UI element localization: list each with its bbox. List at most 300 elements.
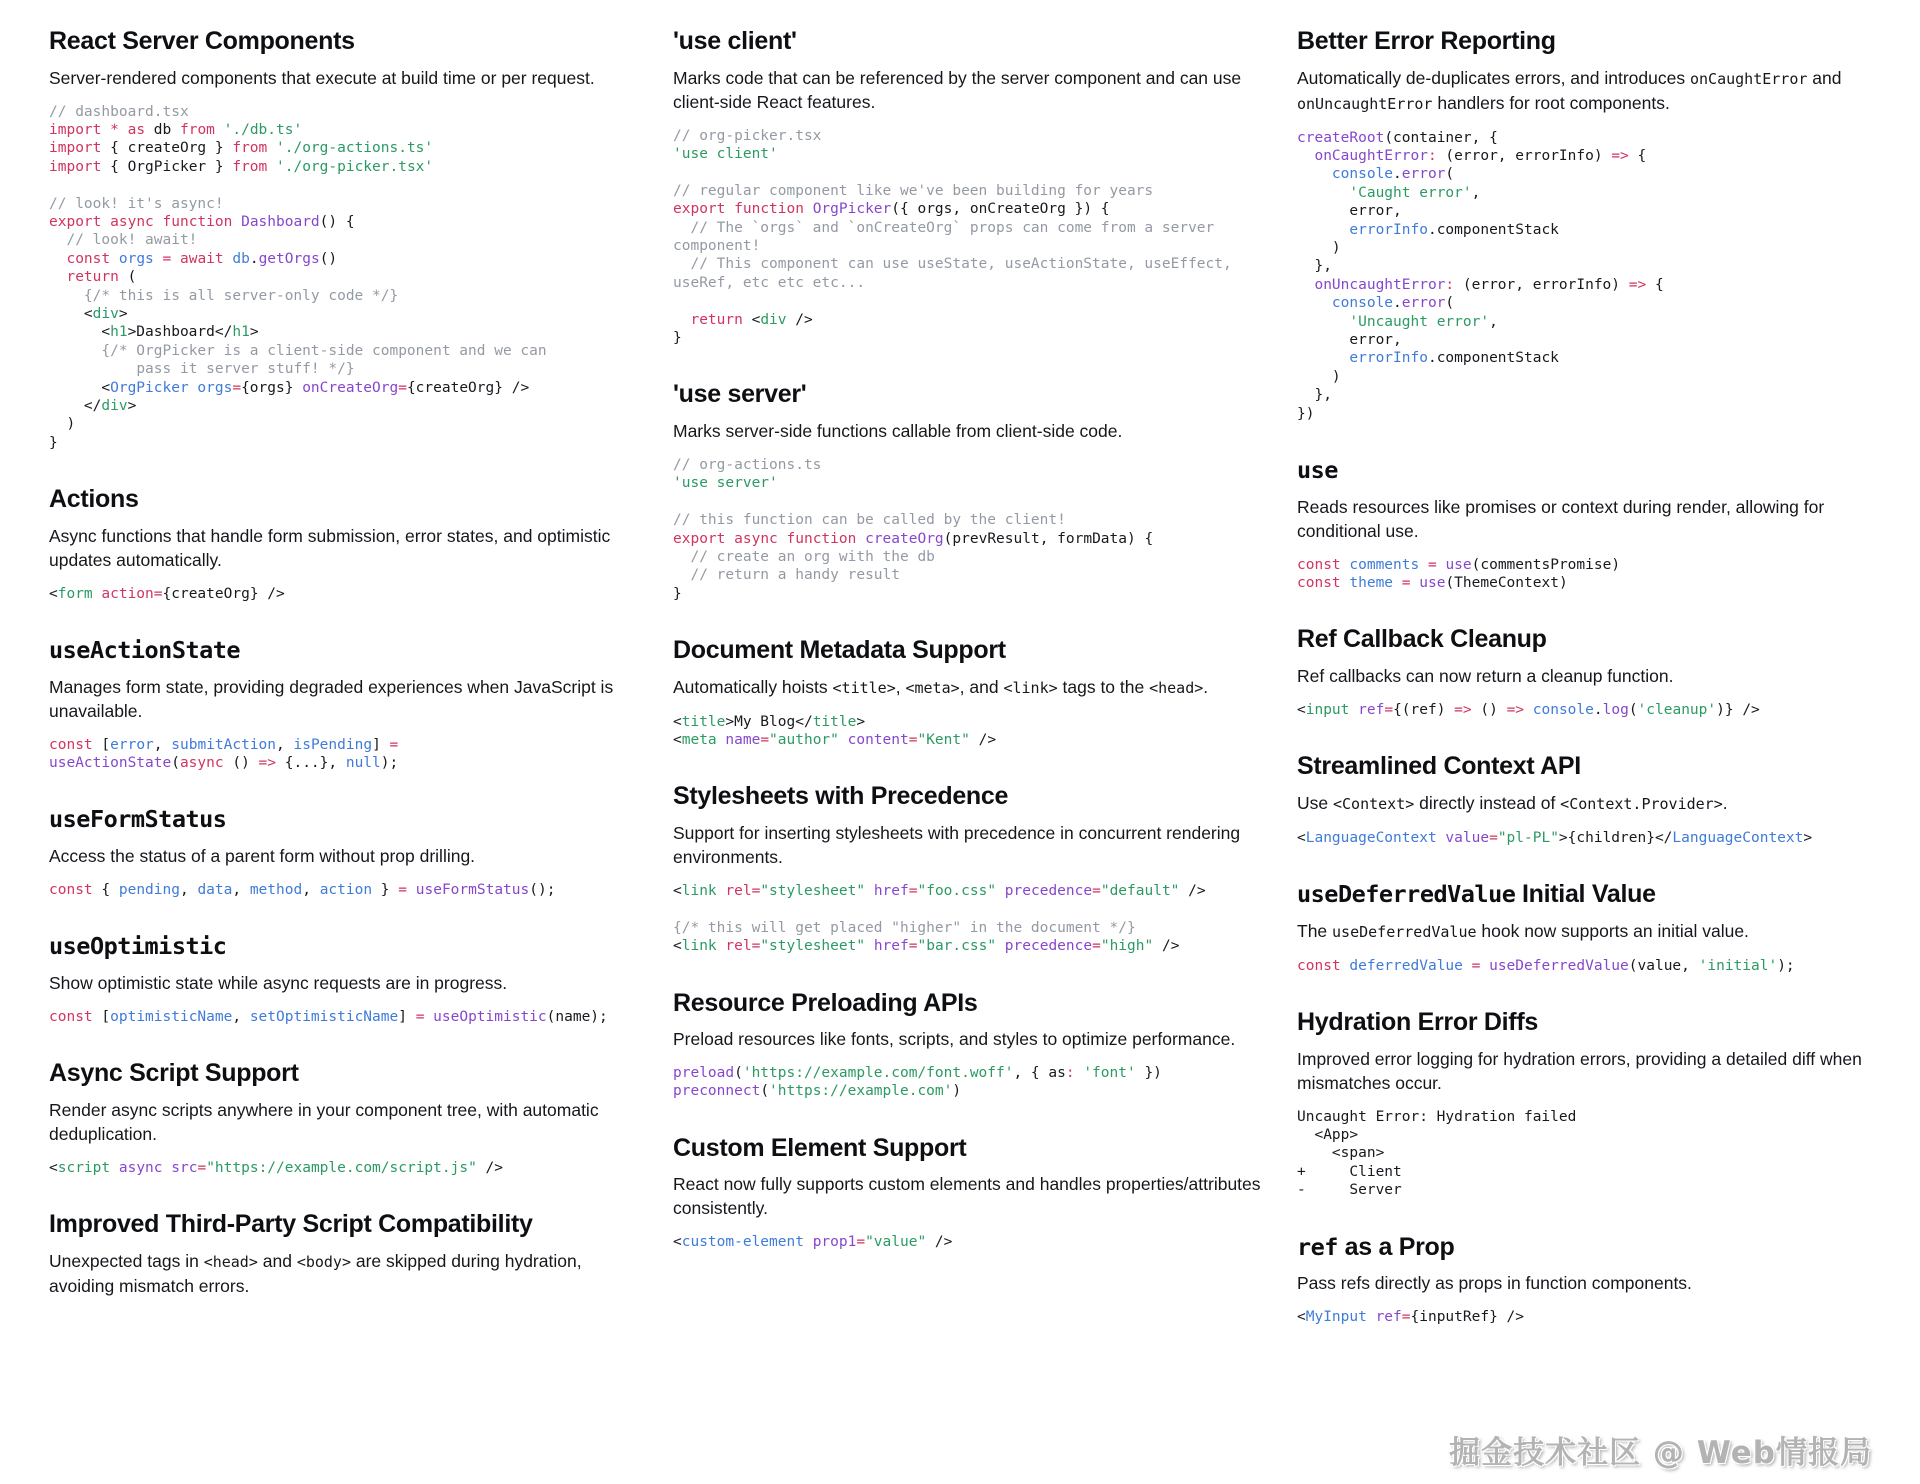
code-token: // return a handy result (690, 567, 900, 584)
code-token (1297, 314, 1349, 330)
code-token: MyInput (1305, 1309, 1367, 1326)
code-token: = (1427, 556, 1437, 573)
code-token: ) (952, 1083, 962, 1100)
code-token (1393, 575, 1402, 591)
code-token: async (118, 1159, 163, 1176)
code-token: - Server (1297, 1182, 1402, 1199)
code-token: => (258, 755, 276, 772)
code-token: ({ orgs, onCreateOrg }) { (891, 201, 1110, 218)
code-token: , { as (1013, 1065, 1066, 1082)
code-token: <span> (1297, 1145, 1385, 1162)
code-token (49, 288, 84, 304)
code-token: : (1427, 147, 1437, 164)
code-token: ) (1297, 368, 1341, 385)
heading-segment: Resource Preloading APIs (673, 988, 978, 1017)
code-block (1297, 1108, 1885, 1200)
code-token (1463, 958, 1472, 974)
code-token: = (398, 881, 408, 898)
code-token: component! (673, 237, 761, 254)
code-token: ( (118, 269, 137, 286)
code-token: ref (1358, 701, 1385, 718)
code-token: [ (92, 736, 111, 753)
section-description (49, 971, 637, 995)
code-token: log (1602, 701, 1629, 718)
code-block (49, 1008, 637, 1026)
code-token: => (1628, 276, 1647, 293)
section-heading (673, 380, 1261, 410)
code-token: onCreateOrg (302, 379, 399, 396)
code-block (673, 713, 1261, 750)
code-token: // look! await! (66, 232, 198, 249)
section-document-metadata-support (673, 636, 1261, 749)
section-hydration-error-diffs (1297, 1008, 1885, 1200)
code-token: ); (1777, 957, 1795, 974)
section-heading (49, 485, 637, 515)
code-token: {(ref) (1393, 701, 1455, 718)
code-token: .componentStack (1427, 350, 1559, 367)
code-token: ( (760, 1083, 770, 1100)
description-segment: , (895, 676, 906, 697)
code-token: /> (969, 732, 997, 749)
code-token: ) (1297, 239, 1341, 256)
code-token: , (276, 736, 294, 753)
code-token: = (1092, 882, 1101, 899)
heading-segment: Ref Callback Cleanup (1297, 625, 1547, 654)
description-segment: <Context.Provider> (1560, 794, 1723, 813)
code-block (1297, 1308, 1885, 1326)
code-token (232, 214, 241, 230)
code-token: } (49, 434, 58, 451)
section-async-script-support (49, 1059, 637, 1177)
code-token: // org-picker.tsx (673, 127, 822, 144)
code-block (49, 736, 637, 773)
section-use-client (673, 27, 1261, 347)
code-token: {createOrg} /> (162, 585, 285, 602)
code-token (1297, 350, 1349, 366)
code-token: (commentsPromise) (1471, 556, 1621, 573)
code-token: return (690, 311, 743, 328)
code-token: preload (673, 1065, 735, 1082)
section-heading (673, 27, 1261, 57)
code-token (154, 214, 163, 230)
code-token: >Dashboard</ (127, 324, 233, 341)
code-token: . (249, 250, 259, 267)
code-token: './org-picker.tsx' (276, 158, 434, 175)
code-token: src (171, 1159, 198, 1176)
code-token: './org-actions.ts' (276, 140, 434, 157)
code-token: (ThemeContext) (1445, 574, 1568, 591)
section-heading (673, 636, 1261, 666)
code-token: (value, (1628, 957, 1699, 974)
column-2 (673, 27, 1261, 1252)
description-segment: Preload resources like fonts, scripts, and styles to optimize performance. (673, 1029, 1236, 1050)
description-segment: The (1297, 920, 1333, 941)
description-segment: Use (1297, 792, 1333, 813)
heading-segment: ref (1297, 1232, 1338, 1261)
description-segment: Render async scripts anywhere in your component tree, with automatic deduplication. (49, 1099, 599, 1144)
code-token: console (1331, 166, 1394, 183)
code-token (996, 938, 1005, 954)
code-token (673, 312, 690, 328)
description-segment: Reads resources like promises or context during render, allowing for conditional use. (1297, 496, 1825, 541)
section-description (673, 675, 1261, 700)
code-token: console (1331, 295, 1394, 312)
code-token: /> (926, 1234, 953, 1251)
code-token: () { (319, 213, 355, 230)
code-token: form (57, 585, 93, 602)
code-token (49, 269, 66, 285)
code-token (1411, 575, 1420, 591)
code-token: 'Uncaught error' (1349, 313, 1490, 330)
description-segment: Show optimistic state while async requests are in progress. (49, 972, 508, 993)
code-token: </ (49, 398, 102, 414)
code-token: "pl-PL" (1497, 829, 1559, 846)
code-token: async (734, 530, 778, 547)
description-segment: handlers for root components. (1432, 92, 1670, 113)
code-token: console (1532, 701, 1594, 718)
code-token: rel (725, 882, 752, 899)
code-token: }) (1135, 1065, 1162, 1082)
code-token: = (908, 938, 918, 955)
code-token (778, 531, 787, 547)
code-token: ] (372, 736, 390, 753)
code-token: /> (476, 1159, 504, 1176)
code-token: {...}, (276, 755, 346, 772)
code-block (49, 1159, 637, 1177)
code-token: const (49, 1008, 93, 1025)
code-token: function (734, 201, 804, 218)
code-token (119, 122, 128, 138)
code-token: . (1393, 295, 1402, 312)
code-token: (); (529, 881, 556, 898)
code-token: "stylesheet" (760, 938, 866, 955)
code-block (1297, 829, 1885, 847)
code-block (673, 882, 1261, 956)
code-token: "Kent" (917, 732, 970, 749)
heading-segment: Streamlined Context API (1297, 752, 1581, 781)
code-token: . (1393, 166, 1402, 183)
code-token: }, (1297, 387, 1332, 404)
code-block (49, 585, 637, 603)
code-token: href (873, 882, 909, 899)
code-token: = (1092, 938, 1101, 955)
code-token: < (1297, 829, 1306, 846)
code-token: onCaughtError (1314, 147, 1428, 164)
code-token: pending (118, 881, 180, 898)
heading-segment: Async Script Support (49, 1059, 299, 1088)
code-token: () (1471, 701, 1507, 718)
code-token: ( (734, 1065, 743, 1082)
section-heading (1297, 1008, 1885, 1038)
description-segment: Async functions that handle form submission, error states, and optimistic updates automatically. (49, 525, 611, 570)
description-segment: Pass refs directly as props in function components. (1297, 1273, 1692, 1294)
code-token: 'cleanup' (1637, 701, 1717, 718)
code-block (673, 1233, 1261, 1251)
code-token (865, 938, 874, 954)
code-token: "author" (769, 732, 839, 749)
code-token: 'font' (1083, 1065, 1136, 1082)
code-token: > (127, 398, 137, 414)
code-token: useActionState (49, 755, 172, 772)
code-token (407, 882, 416, 898)
code-token: OrgPicker (812, 201, 892, 218)
heading-segment: 'use client' (673, 27, 797, 55)
code-token: from (232, 140, 268, 157)
section-ref-as-a-prop (1297, 1233, 1885, 1327)
code-block (673, 127, 1261, 348)
heading-segment: as a Prop (1337, 1232, 1455, 1261)
code-token: custom-element (681, 1234, 804, 1251)
code-token (424, 1009, 433, 1025)
code-token: = (1384, 701, 1394, 718)
code-token (171, 251, 180, 267)
description-segment: useDeferredValue (1332, 922, 1477, 941)
code-token: // look! it's async! (49, 195, 224, 212)
code-token: const (66, 250, 111, 267)
code-token: < (673, 882, 682, 899)
heading-segment: use (1297, 456, 1338, 484)
code-token: < (49, 1159, 58, 1176)
code-token: = (1471, 957, 1481, 974)
code-token: createOrg (865, 530, 944, 547)
description-segment: . (1722, 792, 1728, 813)
code-token: <App> (1297, 1126, 1359, 1143)
code-token: null (345, 755, 381, 772)
code-token: error (1401, 166, 1446, 183)
code-token: link (681, 882, 717, 899)
code-token: , (1489, 313, 1498, 330)
code-token: div (760, 311, 787, 328)
code-token (215, 122, 224, 138)
code-token: => (1506, 701, 1525, 718)
code-token: onUncaughtError (1314, 276, 1446, 293)
code-token: function (786, 530, 857, 547)
description-segment: onUncaughtError (1297, 94, 1433, 113)
section-heading (673, 782, 1261, 812)
code-token: async (110, 213, 154, 230)
code-token: const (1297, 556, 1341, 573)
code-token: import (49, 121, 102, 138)
code-token (804, 1234, 813, 1250)
column-3 (1297, 27, 1885, 1326)
code-token: < (673, 713, 682, 730)
code-token: div (101, 398, 128, 414)
code-token: 'use server' (673, 475, 778, 492)
code-token: 'use client' (673, 145, 778, 162)
description-segment: <link> (1003, 678, 1058, 697)
code-token (101, 214, 110, 230)
column-1 (49, 27, 637, 1311)
code-token (49, 361, 136, 377)
code-token (154, 251, 163, 267)
code-token: // this function can be called by the client! (673, 512, 1066, 529)
description-segment: React now fully supports custom elements and handles properties/​attributes consistently. (673, 1174, 1261, 1219)
code-token: Uncaught Error: Hydration failed (1297, 1108, 1577, 1125)
code-token: import (49, 158, 102, 175)
section-description (1297, 1047, 1885, 1095)
code-token (839, 732, 848, 748)
code-token (267, 140, 276, 156)
code-token: function (162, 213, 233, 230)
code-token: } (673, 329, 682, 346)
code-token: OrgPicker (110, 379, 189, 396)
section-description (1297, 495, 1885, 543)
description-segment: Automatically de-duplicates errors, and introduces (1297, 67, 1690, 88)
code-token: pass it server stuff! */} (136, 361, 355, 378)
code-token: useDeferredValue (1489, 957, 1629, 974)
code-token: < (49, 379, 111, 396)
code-token (1297, 166, 1332, 182)
code-token: = (751, 882, 761, 899)
code-token: { (1646, 276, 1664, 293)
description-segment: and (257, 1250, 297, 1271)
code-token: , (179, 881, 198, 898)
code-token: "high" (1100, 938, 1154, 955)
section-useformstatus (49, 805, 637, 899)
code-token: ) (49, 416, 76, 433)
code-token: return (66, 269, 119, 286)
code-token: error (1401, 295, 1446, 312)
heading-segment: React Server Components (49, 27, 355, 55)
code-token: deferredValue (1349, 957, 1463, 974)
code-token: 'Caught error' (1349, 184, 1472, 201)
code-token (49, 232, 66, 248)
section-heading (49, 1059, 637, 1089)
code-token: (error, errorInfo) (1436, 147, 1612, 164)
code-token: = (1489, 829, 1498, 846)
heading-segment: Actions (49, 485, 139, 514)
code-token: () (319, 250, 338, 267)
code-token: // dashboard.tsx (49, 103, 189, 120)
code-token: < (673, 732, 682, 749)
code-token: precedence (1004, 938, 1093, 955)
code-token: preconnect (673, 1083, 761, 1100)
section-heading (1297, 456, 1885, 486)
code-token: rel (725, 938, 752, 955)
heading-segment: useFormStatus (49, 805, 227, 834)
code-token: content (847, 732, 909, 749)
section-description (673, 1027, 1261, 1051)
description-segment: <body> (296, 1252, 351, 1271)
code-token: value (1445, 829, 1490, 846)
section-resource-preloading-apis (673, 989, 1261, 1101)
code-token: = (415, 1008, 425, 1025)
code-token: "foo.css" (917, 882, 997, 899)
code-block (1297, 701, 1885, 719)
heading-segment: Stylesheets with Precedence (673, 782, 1009, 811)
code-token (1297, 148, 1314, 164)
code-token: ref (1375, 1309, 1402, 1326)
code-token: * (110, 121, 119, 138)
code-token (856, 531, 865, 547)
description-segment: <head> (203, 1252, 258, 1271)
code-token (673, 567, 690, 583)
description-segment: hook now supports an initial value. (1476, 920, 1749, 941)
code-token: , (302, 881, 320, 898)
code-token: method (249, 881, 303, 898)
code-token (804, 201, 813, 217)
code-token: /> (786, 311, 813, 328)
code-token: errorInfo (1349, 221, 1428, 238)
section-heading (1297, 1233, 1885, 1263)
code-token: ( (1628, 701, 1638, 718)
section-custom-element-support (673, 1134, 1261, 1252)
code-token (1480, 958, 1489, 974)
section-description (49, 675, 637, 723)
code-token: // This component can use useState, useActionState, useEffect, (690, 256, 1232, 273)
description-segment: Access the status of a parent form without prop drilling. (49, 845, 476, 866)
code-token: > (1803, 829, 1813, 846)
code-token (865, 883, 874, 899)
section-react-server-components (49, 27, 637, 452)
section-heading (49, 932, 637, 962)
heading-segment: 'use server' (673, 380, 807, 409)
code-token: } (673, 585, 682, 602)
code-token: comments (1349, 556, 1420, 573)
code-token: LanguageContext (1305, 829, 1437, 846)
description-segment: tags to the (1057, 676, 1150, 697)
code-block (1297, 556, 1885, 593)
code-token (1297, 222, 1349, 238)
code-token: < (49, 324, 111, 341)
code-token: .componentStack (1427, 221, 1559, 238)
code-token: = (389, 736, 399, 753)
code-token: errorInfo (1349, 350, 1428, 367)
code-token: use (1445, 556, 1472, 573)
code-token: // org-actions.ts (673, 456, 822, 473)
code-token: orgs (197, 379, 233, 396)
section-description (673, 1172, 1261, 1220)
code-token: {/* OrgPicker is a client-side component and we can (101, 342, 547, 359)
code-token (1297, 295, 1332, 311)
code-token: {/* this will get placed "higher" in the document */} (673, 919, 1136, 936)
code-token: // The `orgs` and `onCreateOrg` props can come from a server (690, 219, 1215, 236)
code-token: = (153, 585, 163, 602)
code-token: const (49, 881, 93, 898)
description-segment: Ref callbacks can now return a cleanup function. (1297, 665, 1674, 686)
code-token: './db.ts' (223, 121, 303, 138)
section-description (49, 66, 637, 90)
code-token: } (372, 881, 399, 898)
code-token (1367, 1309, 1376, 1325)
code-token: "default" (1100, 882, 1180, 899)
code-token (1524, 702, 1533, 718)
section-heading (49, 636, 637, 666)
description-segment: , and (959, 676, 1004, 697)
code-token: "stylesheet" (760, 882, 866, 899)
code-token: { createOrg } (101, 140, 233, 157)
code-token: getOrgs (258, 250, 320, 267)
code-token: 'initial' (1698, 957, 1778, 974)
code-token: error, (1297, 331, 1402, 348)
code-token: title (812, 713, 857, 730)
code-token: prop1 (812, 1234, 857, 1251)
code-token: error (110, 736, 154, 753)
code-token: export (49, 213, 102, 230)
code-token: . (1593, 701, 1603, 718)
code-token: , (232, 1008, 250, 1025)
code-token: const (1297, 957, 1341, 974)
code-block (1297, 957, 1885, 975)
code-token: < (673, 1234, 682, 1251)
code-token: /> (1153, 938, 1180, 955)
section-streamlined-context-api (1297, 752, 1885, 847)
code-token: div (92, 305, 119, 322)
code-token (996, 883, 1005, 899)
description-segment: Manages form state, providing degraded experiences when JavaScript is unavailable. (49, 676, 614, 721)
description-segment: <meta> (905, 678, 960, 697)
section-description (49, 524, 637, 572)
